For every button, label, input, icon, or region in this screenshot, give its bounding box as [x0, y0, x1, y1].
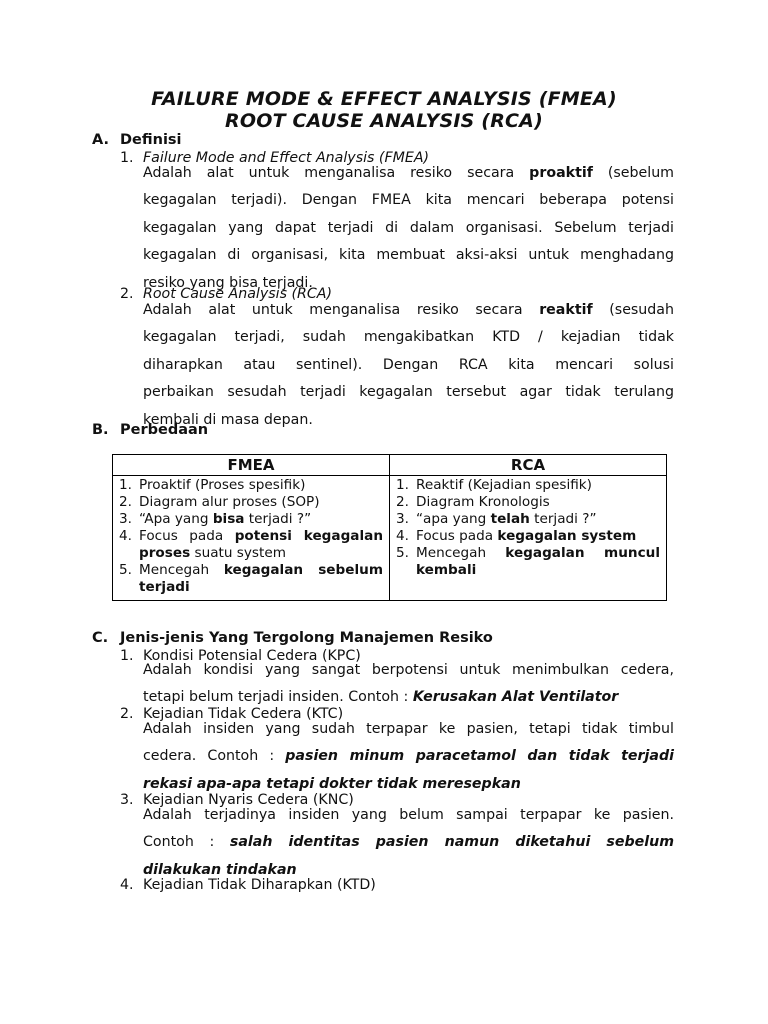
paragraph-line: Adalah terjadinya insiden yang belum sampai terpapar ke pasien.	[143, 807, 674, 823]
list-text: Diagram Kronologis	[416, 494, 550, 510]
item-number: 1.	[120, 150, 134, 166]
list-number: 3.	[396, 511, 409, 527]
item-number: 2.	[120, 286, 134, 302]
paragraph-line: kegagalan terjadi). Dengan FMEA kita mencari beberapa potensi	[143, 192, 674, 209]
paragraph-line: kegagalan terjadi, sudah mengakibatkan KTD / kejadian tidak	[143, 329, 674, 346]
list-number: 5.	[119, 562, 132, 578]
item-title: Kondisi Potensial Cedera (KPC)	[143, 648, 361, 664]
rca-cell	[390, 476, 667, 601]
list-number: 2.	[119, 494, 132, 510]
section-b-letter: B.	[92, 422, 109, 438]
section-a-item2-paragraph	[143, 297, 674, 434]
list-number: 1.	[396, 477, 409, 493]
section-a-title: Definisi	[120, 132, 182, 148]
paragraph-line: tetapi belum terjadi insiden. Contoh : Kerusakan Alat Ventilator	[143, 689, 619, 706]
section-c-title: Jenis-jenis Yang Tergolong Manajemen Resiko	[120, 630, 493, 646]
keyword-proaktif: proaktif	[529, 165, 593, 181]
paragraph-line: kembali di masa depan.	[143, 411, 313, 428]
table-list-item	[396, 477, 660, 494]
document-title-line2: ROOT CAUSE ANALYSIS (RCA)	[225, 110, 543, 132]
item-number: 1.	[120, 648, 134, 664]
list-text: Mencegah kegagalan sebelum terjadi	[139, 562, 383, 595]
section-a-item1-paragraph	[143, 160, 674, 297]
header-rca: RCA	[390, 455, 667, 476]
section-c-item3-paragraph	[143, 802, 674, 884]
rca-list	[396, 477, 660, 579]
section-c-heading	[92, 630, 493, 646]
example-text: rekasi apa-apa tetapi dokter tidak meresepkan	[143, 775, 521, 792]
item-number: 3.	[120, 792, 134, 808]
table-list-item	[119, 477, 383, 494]
item-title: Kejadian Nyaris Cedera (KNC)	[143, 792, 354, 808]
item-number: 4.	[120, 877, 134, 893]
list-text: “Apa yang bisa terjadi ?”	[139, 511, 312, 527]
paragraph-line: kegagalan di organisasi, kita membuat aksi-aksi untuk menghadang	[143, 247, 674, 264]
paragraph-line: Adalah insiden yang sudah terpapar ke pasien, tetapi tidak timbul	[143, 721, 674, 737]
header-fmea: FMEA	[113, 455, 390, 476]
table-list-item	[119, 562, 383, 596]
table-list-item	[396, 511, 660, 528]
comparison-table	[112, 454, 667, 601]
table-list-item	[396, 494, 660, 511]
table-list-item	[119, 511, 383, 528]
document-title-line1: FAILURE MODE & EFFECT ANALYSIS (FMEA)	[151, 88, 617, 110]
list-text: Proaktif (Proses spesifik)	[139, 477, 306, 493]
paragraph-line: cedera. Contoh : pasien minum paracetamol dan tidak terjadi	[143, 748, 674, 765]
paragraph-line: Adalah kondisi yang sangat berpotensi untuk menimbulkan cedera,	[143, 662, 674, 678]
keyword-reaktif: reaktif	[539, 302, 593, 318]
item-number: 2.	[120, 706, 134, 722]
section-c-item4-title	[120, 877, 376, 893]
fmea-list	[119, 477, 383, 596]
item-title: Kejadian Tidak Diharapkan (KTD)	[143, 877, 376, 893]
table-list-item	[396, 545, 660, 579]
list-text: Reaktif (Kejadian spesifik)	[416, 477, 592, 493]
example-text: salah identitas pasien namun diketahui sebelum	[229, 834, 674, 851]
table-row	[113, 476, 667, 601]
paragraph-line: Contoh : salah identitas pasien namun diketahui sebelum	[143, 834, 674, 851]
example-text: pasien minum paracetamol dan tidak terjadi	[285, 748, 674, 765]
list-text: “apa yang telah terjadi ?”	[416, 511, 597, 527]
list-number: 2.	[396, 494, 409, 510]
example-text: Kerusakan Alat Ventilator	[412, 689, 619, 706]
list-number: 4.	[119, 528, 132, 544]
table-list-item	[396, 528, 660, 545]
paragraph-line: diharapkan atau sentinel). Dengan RCA kita mencari solusi	[143, 356, 674, 373]
paragraph-line: kegagalan yang dapat terjadi di dalam organisasi. Sebelum terjadi	[143, 219, 674, 236]
item-title: Root Cause Analysis (RCA)	[143, 286, 333, 302]
list-text: Focus pada potensi kegagalan proses suatu system	[139, 528, 383, 561]
paragraph-line: Adalah alat untuk menganalisa resiko secara reaktif (sesudah	[143, 302, 674, 318]
table-list-item	[119, 528, 383, 562]
section-b-heading	[92, 422, 208, 438]
list-text: Focus pada kegagalan system	[416, 528, 637, 544]
section-c-item1-paragraph	[143, 657, 674, 712]
list-number: 4.	[396, 528, 409, 544]
list-number: 1.	[119, 477, 132, 493]
item-title: Kejadian Tidak Cedera (KTC)	[143, 706, 344, 722]
section-b-title: Perbedaan	[120, 422, 209, 438]
table-header-row	[113, 455, 667, 476]
paragraph-line: perbaikan sesudah terjadi kegagalan tersebut agar tidak terulang	[143, 384, 674, 401]
section-c-item2-paragraph	[143, 716, 674, 798]
paragraph-line: Adalah alat untuk menganalisa resiko secara proaktif (sebelum	[143, 165, 675, 181]
fmea-cell	[113, 476, 390, 601]
item-title: Failure Mode and Effect Analysis (FMEA)	[143, 150, 430, 166]
example-text: dilakukan tindakan	[143, 861, 297, 878]
paragraph-line: resiko yang bisa terjadi.	[143, 274, 313, 291]
list-text: Mencegah kegagalan muncul kembali	[416, 545, 660, 578]
table-list-item	[119, 494, 383, 511]
list-text: Diagram alur proses (SOP)	[139, 494, 320, 510]
section-c-letter: C.	[92, 630, 109, 646]
section-a-heading	[92, 132, 182, 148]
list-number: 5.	[396, 545, 409, 561]
list-number: 3.	[119, 511, 132, 527]
section-a-letter: A.	[92, 132, 109, 148]
